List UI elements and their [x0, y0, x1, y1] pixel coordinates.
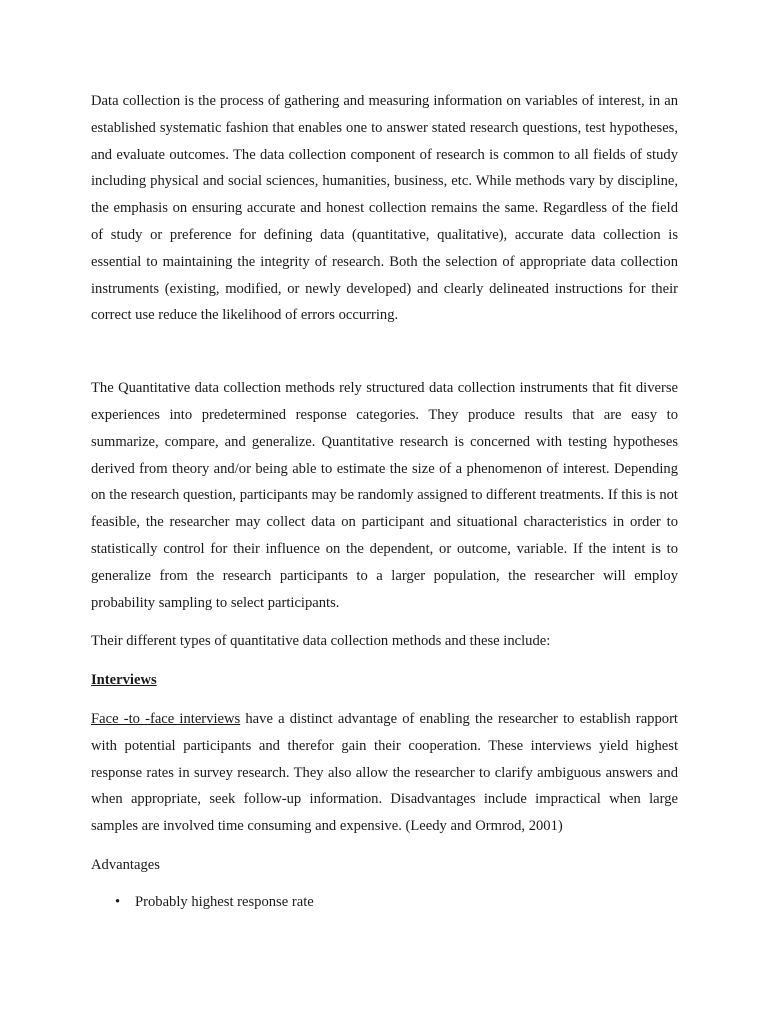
section-heading-interviews: Interviews: [91, 672, 157, 689]
list-item: [91, 889, 678, 916]
bullet-icon: •: [115, 893, 121, 910]
paragraph-quantitative-methods: The Quantitative data collection methods rely structured data collection instruments that fit diverse experiences into predetermined response categories. They produce results that are easy to summarize, compare, and generalize. Quantitative research is concerned with testing hypotheses derived from theory and/or being able to estimate the size of a phenomenon of interest. Depending on the research question, participants may be randomly assigned to different treatments. If this is not feasible, the researcher may collect data on participant and situational characteristics in order to statistically control for their influence on the dependent, or outcome, variable. If the intent is to generalize from the research participants to a larger population, the researcher will employ probability sampling to select participants.: [91, 380, 678, 611]
face-to-face-interviews-term: Face -to -face interviews: [91, 710, 241, 727]
paragraph-interviews: [91, 706, 678, 840]
paragraph-types-intro: Their different types of quantitative data collection methods and these include:: [91, 633, 551, 650]
advantages-list: [91, 889, 678, 916]
advantage-text: Probably highest response rate: [135, 893, 314, 910]
document-page: [91, 88, 678, 916]
interviews-body-text: have a distinct advantage of enabling the researcher to establish rapport with potential participants and therefor gain their cooperation. These interviews yield highest response rates in survey research. They also allow the researcher to clarify ambiguous answers and when appropriate, seek follow-up information. Disadvantages include impractical when large samples are involved time consuming and expensive. (Leedy and Ormrod, 2001): [91, 710, 678, 835]
advantages-label: Advantages: [91, 856, 160, 873]
paragraph-data-collection-definition: Data collection is the process of gathering and measuring information on variables of interest, in an established systematic fashion that enables one to answer stated research questions, test hypotheses, and evaluate outcomes. The data collection component of research is common to all fields of study including physical and social sciences, humanities, business, etc. While methods vary by discipline, the emphasis on ensuring accurate and honest collection remains the same. Regardless of the field of study or preference for defining data (quantitative, qualitative), accurate data collection is essential to maintaining the integrity of research. Both the selection of appropriate data collection instruments (existing, modified, or newly developed) and clearly delineated instructions for their correct use reduce the likelihood of errors occurring.: [91, 93, 678, 324]
